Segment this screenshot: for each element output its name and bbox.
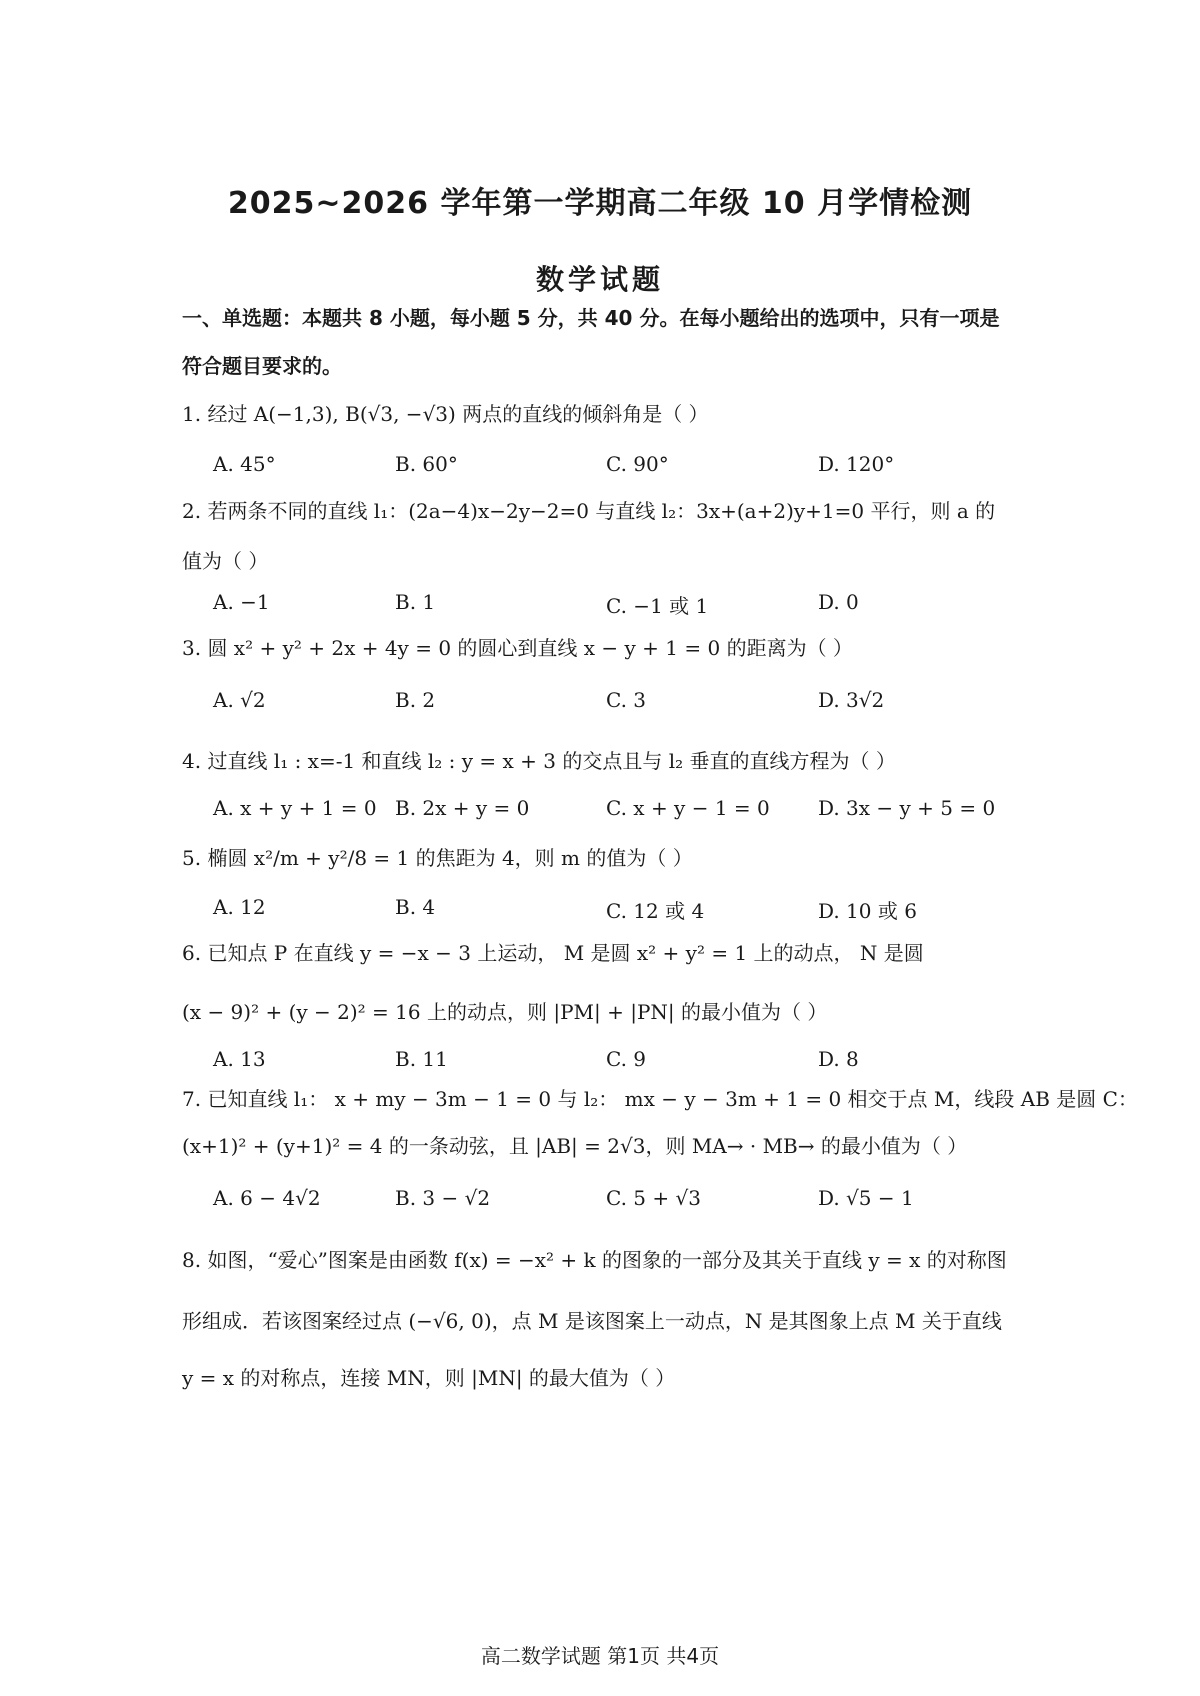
q3-option-c: C. 3 [606, 688, 647, 712]
exam-subtitle: 数学试题 [535, 263, 664, 296]
q6-option-a: A. 13 [213, 1047, 266, 1071]
question-1-text: 1. 经过 A(−1,3), B(√3, −√3) 两点的直线的倾斜角是（ ） [182, 402, 709, 426]
q4-option-b: B. 2x + y = 0 [395, 796, 530, 820]
q5-option-a: A. 12 [213, 895, 266, 919]
q7-option-c: C. 5 + √3 [606, 1186, 701, 1210]
q1-option-b: B. 60° [395, 452, 458, 476]
section-heading-line2: 符合题目要求的。 [182, 354, 342, 378]
q1-option-d: D. 120° [818, 452, 895, 476]
q7-option-b: B. 3 − √2 [395, 1186, 491, 1210]
q3-option-d: D. 3√2 [818, 688, 885, 712]
q5-option-d: D. 10 或 6 [818, 899, 917, 923]
exam-title: 2025~2026 学年第一学期高二年级 10 月学情检测 [227, 186, 973, 221]
question-4-text: 4. 过直线 l₁ : x=-1 和直线 l₂ : y = x + 3 的交点且与 l₂ 垂直的直线方程为（ ） [182, 749, 896, 773]
q6-option-c: C. 9 [606, 1047, 647, 1071]
q3-option-b: B. 2 [395, 688, 436, 712]
page-footer: 高二数学试题 第1页 共4页 [480, 1644, 720, 1668]
q4-option-a: A. x + y + 1 = 0 [213, 796, 377, 820]
q5-option-c: C. 12 或 4 [606, 899, 705, 923]
section-heading-line1: 一、单选题：本题共 8 小题，每小题 5 分，共 40 分。在每小题给出的选项中，只有一项是 [182, 306, 1000, 330]
question-6-text-line1: 6. 已知点 P 在直线 y = −x − 3 上运动， M 是圆 x² + y² = 1 上的动点， N 是圆 [182, 941, 924, 965]
question-2-text-line1: 2. 若两条不同的直线 l₁：(2a−4)x−2y−2=0 与直线 l₂：3x+(a+2)y+1=0 平行，则 a 的 [182, 499, 996, 523]
q1-option-c: C. 90° [606, 452, 669, 476]
q2-option-a: A. −1 [213, 590, 270, 614]
q4-option-d: D. 3x − y + 5 = 0 [818, 796, 996, 820]
q6-option-b: B. 11 [395, 1047, 448, 1071]
q2-option-c: C. −1 或 1 [606, 594, 709, 618]
q7-option-d: D. √5 − 1 [818, 1186, 914, 1210]
q2-option-b: B. 1 [395, 590, 436, 614]
question-7-text-line2: (x+1)² + (y+1)² = 4 的一条动弦，且 |AB| = 2√3，则 MA→ · MB→ 的最小值为（ ） [182, 1134, 968, 1158]
q5-option-b: B. 4 [395, 895, 436, 919]
q3-option-a: A. √2 [213, 688, 266, 712]
question-8-text-line3: y = x 的对称点，连接 MN，则 |MN| 的最大值为（ ） [182, 1366, 676, 1390]
q4-option-c: C. x + y − 1 = 0 [606, 796, 770, 820]
question-6-text-line2: (x − 9)² + (y − 2)² = 16 上的动点，则 |PM| + |PN| 的最小值为（ ） [182, 1000, 828, 1024]
question-2-text-line2: 值为（ ） [182, 549, 269, 573]
q6-option-d: D. 8 [818, 1047, 859, 1071]
question-5-text: 5. 椭圆 x²/m + y²/8 = 1 的焦距为 4，则 m 的值为（ ） [182, 846, 693, 870]
question-8-text-line2: 形组成．若该图案经过点 (−√6, 0)，点 M 是该图案上一动点，N 是其图象上点 M 关于直线 [182, 1309, 1002, 1333]
q1-option-a: A. 45° [213, 452, 276, 476]
question-8-text-line1: 8. 如图，“爱心”图案是由函数 f(x) = −x² + k 的图象的一部分及其关于直线 y = x 的对称图 [182, 1248, 1007, 1272]
question-7-text-line1: 7. 已知直线 l₁： x + my − 3m − 1 = 0 与 l₂： mx − y − 3m + 1 = 0 相交于点 M，线段 AB 是圆 C： [182, 1087, 1138, 1111]
question-3-text: 3. 圆 x² + y² + 2x + 4y = 0 的圆心到直线 x − y + 1 = 0 的距离为（ ） [182, 636, 853, 660]
q7-option-a: A. 6 − 4√2 [213, 1186, 321, 1210]
q2-option-d: D. 0 [818, 590, 859, 614]
